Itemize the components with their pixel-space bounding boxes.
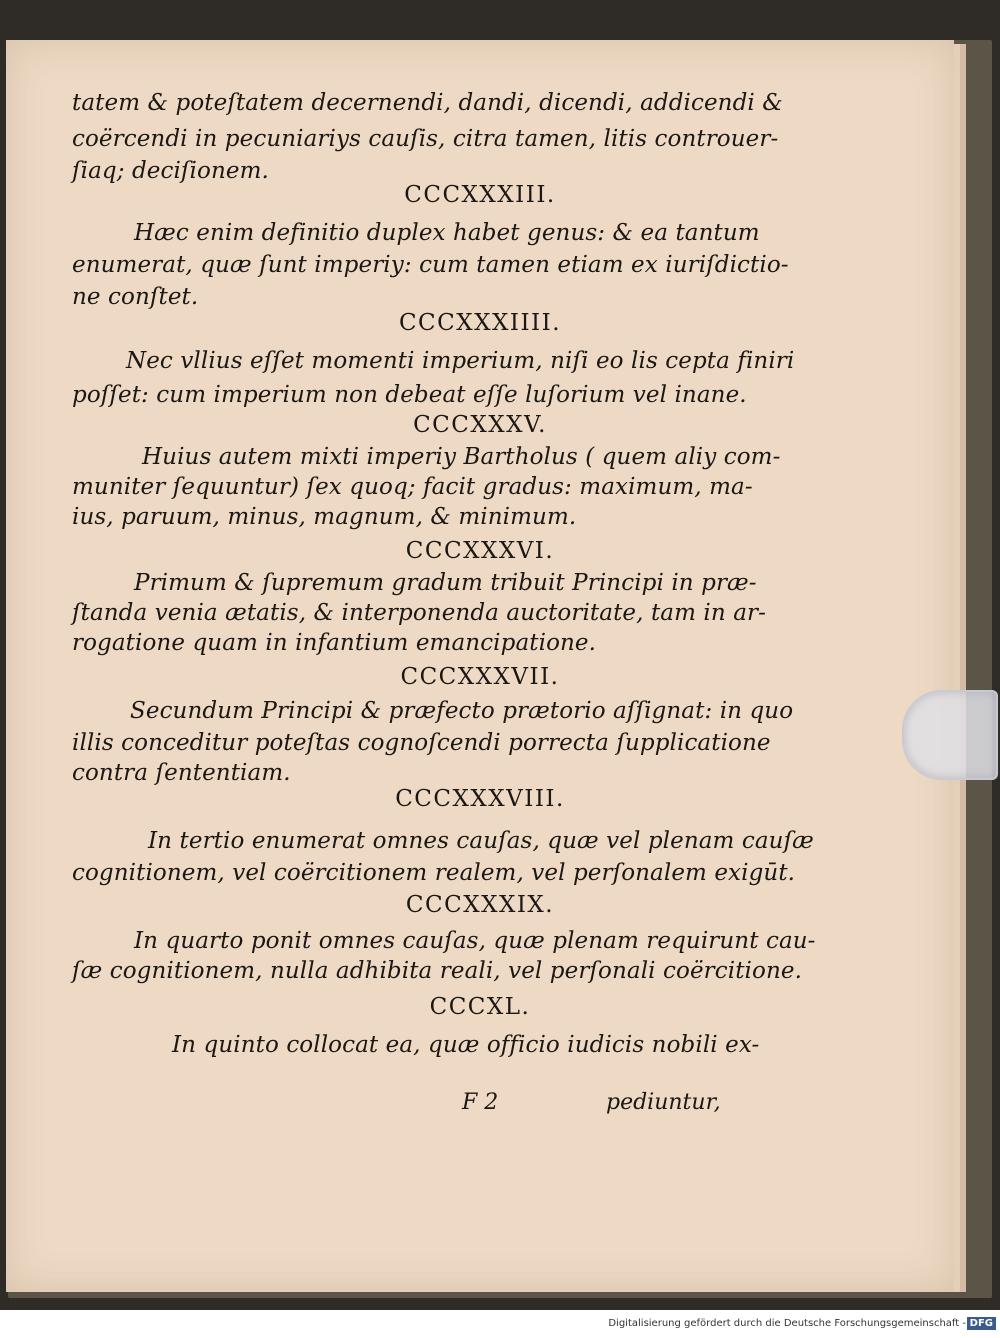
text-line: muniter ſequuntur) ſex quoq; facit gradus: maximum, ma- — [72, 474, 753, 500]
credit-text: Digitalisierung gefördert durch die Deutsche Forschungsgemeinschaft - — [608, 1318, 966, 1329]
signature-mark: F 2 — [462, 1090, 499, 1115]
text-line: ius, paruum, minus, magnum, & minimum. — [72, 504, 577, 530]
section-heading: CCCXXXIII. — [404, 182, 556, 208]
section-heading: CCCXXXVII. — [400, 664, 560, 690]
book-page — [6, 40, 954, 1292]
text-line: Huius autem mixti imperiy Bartholus ( quem aliy com- — [142, 444, 781, 470]
text-line: Secundum Principi & præfecto prætorio aſſignat: in quo — [130, 698, 794, 724]
text-line: Nec vllius eſſet momenti imperium, niſi eo lis cepta finiri — [126, 348, 795, 374]
section-heading: CCCXL. — [429, 994, 531, 1020]
page-text-block — [6, 40, 954, 1292]
text-line: In tertio enumerat omnes cauſas, quæ vel plenam cauſæ — [148, 828, 814, 854]
text-line: ne conſtet. — [72, 284, 199, 310]
text-line: tatem & poteſtatem decernendi, dandi, dicendi, addicendi & — [72, 90, 783, 116]
text-line: ſiaq; deciſionem. — [72, 158, 269, 184]
section-heading: CCCXXXIIII. — [398, 310, 562, 336]
section-heading: CCCXXXVIII. — [395, 786, 565, 812]
text-line: Hæc enim definitio duplex habet genus: & ea tantum — [134, 220, 760, 246]
text-line: rogatione quam in infantium emancipatione. — [72, 630, 597, 656]
section-heading: CCCXXXV. — [413, 412, 547, 438]
text-line: cognitionem, vel coërcitionem realem, vel perſonalem exigūt. — [72, 860, 796, 886]
text-line: poſſet: cum imperium non debeat eſſe luſorium vel inane. — [72, 382, 747, 408]
page-clip — [902, 690, 998, 780]
catchword: pediuntur, — [606, 1090, 721, 1115]
text-line: In quarto ponit omnes cauſas, quæ plenam requirunt cau- — [134, 928, 816, 954]
text-line: ſæ cognitionem, nulla adhibita reali, vel perſonali coërcitione. — [72, 958, 802, 984]
dfg-logo: DFG — [967, 1317, 996, 1330]
text-line: contra ſententiam. — [72, 760, 291, 786]
section-heading: CCCXXXIX. — [405, 892, 555, 918]
text-line: illis conceditur poteſtas cognoſcendi porrecta ſupplicatione — [72, 730, 771, 756]
text-line: In quinto collocat ea, quæ officio iudicis nobili ex- — [172, 1032, 760, 1058]
text-line: coërcendi in pecuniariys cauſis, citra tamen, litis controuer- — [72, 126, 779, 152]
section-heading: CCCXXXVI. — [405, 538, 555, 564]
text-line: Primum & ſupremum gradum tribuit Principi in præ- — [134, 570, 757, 596]
text-line: ſtanda venia ætatis, & interponenda auctoritate, tam in ar- — [72, 600, 766, 626]
text-line: enumerat, quæ ſunt imperiy: cum tamen etiam ex iuriſdictio- — [72, 252, 789, 278]
